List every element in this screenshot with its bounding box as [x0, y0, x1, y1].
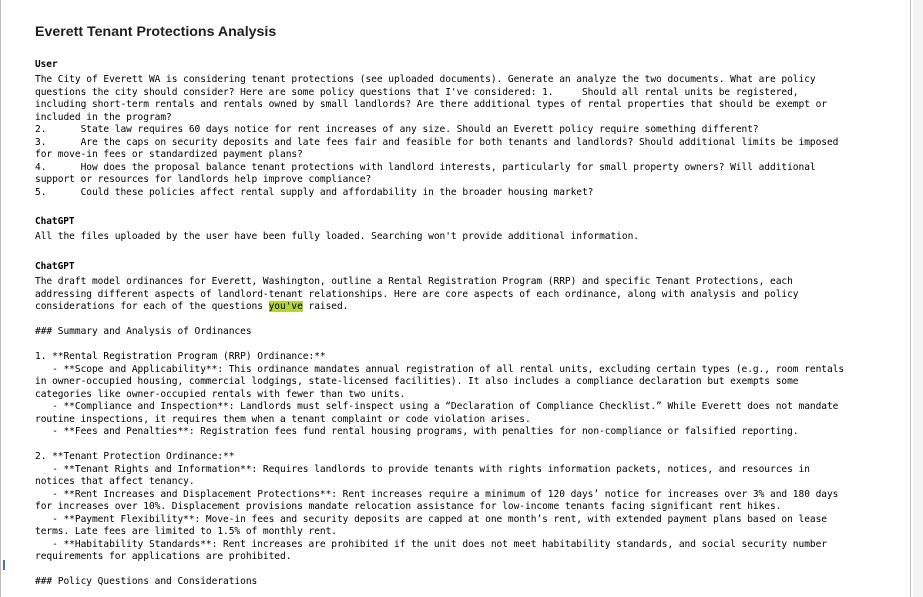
ordinance-line: - **Payment Flexibility**: Move-in fees and security deposits are capped at one month’s rent, with extended payment plans based on lease	[35, 513, 827, 525]
ordinance-line: - **Fees and Penalties**: Registration fees fund rental housing programs, with penalties for non-compliance or falsified reporting.	[35, 426, 799, 437]
user-message-line: for move-in fees or standardized payment plans?	[35, 149, 303, 160]
user-message-line: 3. Are the caps on security deposits and late fees fair and feasible for both tenants and landlords? Should additional limits be imposed	[35, 136, 839, 148]
chatgpt-message-line	[35, 301, 348, 314]
ordinance-line: - **Habitability Standards**: Rent increases are prohibited if the unit does not meet habitability standards, and social security number	[35, 538, 827, 550]
page-left-border	[0, 0, 1, 597]
user-message-line: questions the city should consider? Here are some policy questions that I've considered: 1. Should all rental units be registered,	[35, 86, 799, 98]
ordinance-line: 1. **Rental Registration Program (RRP) Ordinance:**	[35, 351, 326, 362]
ordinance-line: - **Compliance and Inspection**: Landlords must self-inspect using a “Declaration of Compliance Checklist.” While Everett does not mandate	[35, 401, 839, 412]
speaker-label-user: User	[35, 59, 58, 70]
text-segment: raised.	[302, 301, 349, 312]
section-heading: ### Summary and Analysis of Ordinances	[35, 326, 252, 337]
ordinance-line: requirements for applications are prohibited.	[35, 551, 292, 562]
user-message-line: 5. Could these policies affect rental supply and affordability in the broader housing market?	[35, 186, 594, 198]
highlighted-text: you've	[268, 301, 303, 312]
user-message-line: 4. How does the proposal balance tenant protections with landlord interests, particularly for small property owners? Will additional	[35, 161, 816, 173]
speaker-label-chatgpt: ChatGPT	[35, 216, 75, 227]
chatgpt-message-line: All the files uploaded by the user have been fully loaded. Searching won't provide additional information.	[35, 231, 639, 242]
scroll-marker	[3, 560, 5, 570]
chatgpt-message-line: The draft model ordinances for Everett, Washington, outline a Rental Registration Program (RRP) and specific Tenant Protections, each	[35, 276, 793, 287]
user-message-line: including short-term rentals and rentals owned by small landlords? Are there additional types of rental properties that should be exempt or	[35, 99, 827, 110]
speaker-label-chatgpt: ChatGPT	[35, 261, 75, 272]
ordinance-line: categories like owner-occupied rentals with fewer than two units.	[35, 388, 406, 400]
scrollbar-track[interactable]	[913, 0, 923, 597]
document-title: Everett Tenant Protections Analysis	[35, 24, 277, 40]
text-segment: considerations for each of the questions	[35, 301, 269, 312]
ordinance-line: - **Tenant Rights and Information**: Requires landlords to provide tenants with rights information packets, notices, and resources in	[35, 463, 810, 475]
ordinance-line: notices that affect tenancy.	[35, 476, 195, 487]
ordinance-line: - **Scope and Applicability**: This ordinance mandates annual registration of all rental units, excluding certain types (e.g., room rentals	[35, 363, 845, 375]
ordinance-line: - **Rent Increases and Displacement Protections**: Rent increases require a minimum of 120 days’ notice for increases over 3% and 180 days	[35, 488, 839, 500]
ordinance-line: routine inspections, it requires them when a tenant complaint or code violation arises.	[35, 413, 531, 425]
user-message-line: The City of Everett WA is considering tenant protections (see uploaded documents). Generate an analyze the two documents. What are policy	[35, 74, 816, 85]
ordinance-line: terms. Late fees are limited to 1.5% of monthly rent.	[35, 526, 337, 537]
chatgpt-message-line: addressing different aspects of landlord-tenant relationships. Here are core aspects of each ordinance, along with analysis and policy	[35, 288, 799, 300]
ordinance-line: in owner-occupied housing, commercial lodgings, state-licensed facilities). It also includes a compliance declaration but exempts some	[35, 376, 799, 387]
user-message-line: included in the program?	[35, 111, 172, 123]
page-right-border	[910, 0, 911, 597]
user-message-line: support or resources for landlords help improve compliance?	[35, 174, 372, 185]
ordinance-line: 2. **Tenant Protection Ordinance:**	[35, 451, 235, 462]
section-heading: ### Policy Questions and Considerations	[35, 576, 258, 587]
user-message-line: 2. State law requires 60 days notice for rent increases of any size. Should an Everett policy require something different?	[35, 124, 759, 135]
ordinance-line: for increases over 10%. Displacement provisions mandate relocation assistance for low-income tenants facing significant rent hikes.	[35, 501, 782, 512]
